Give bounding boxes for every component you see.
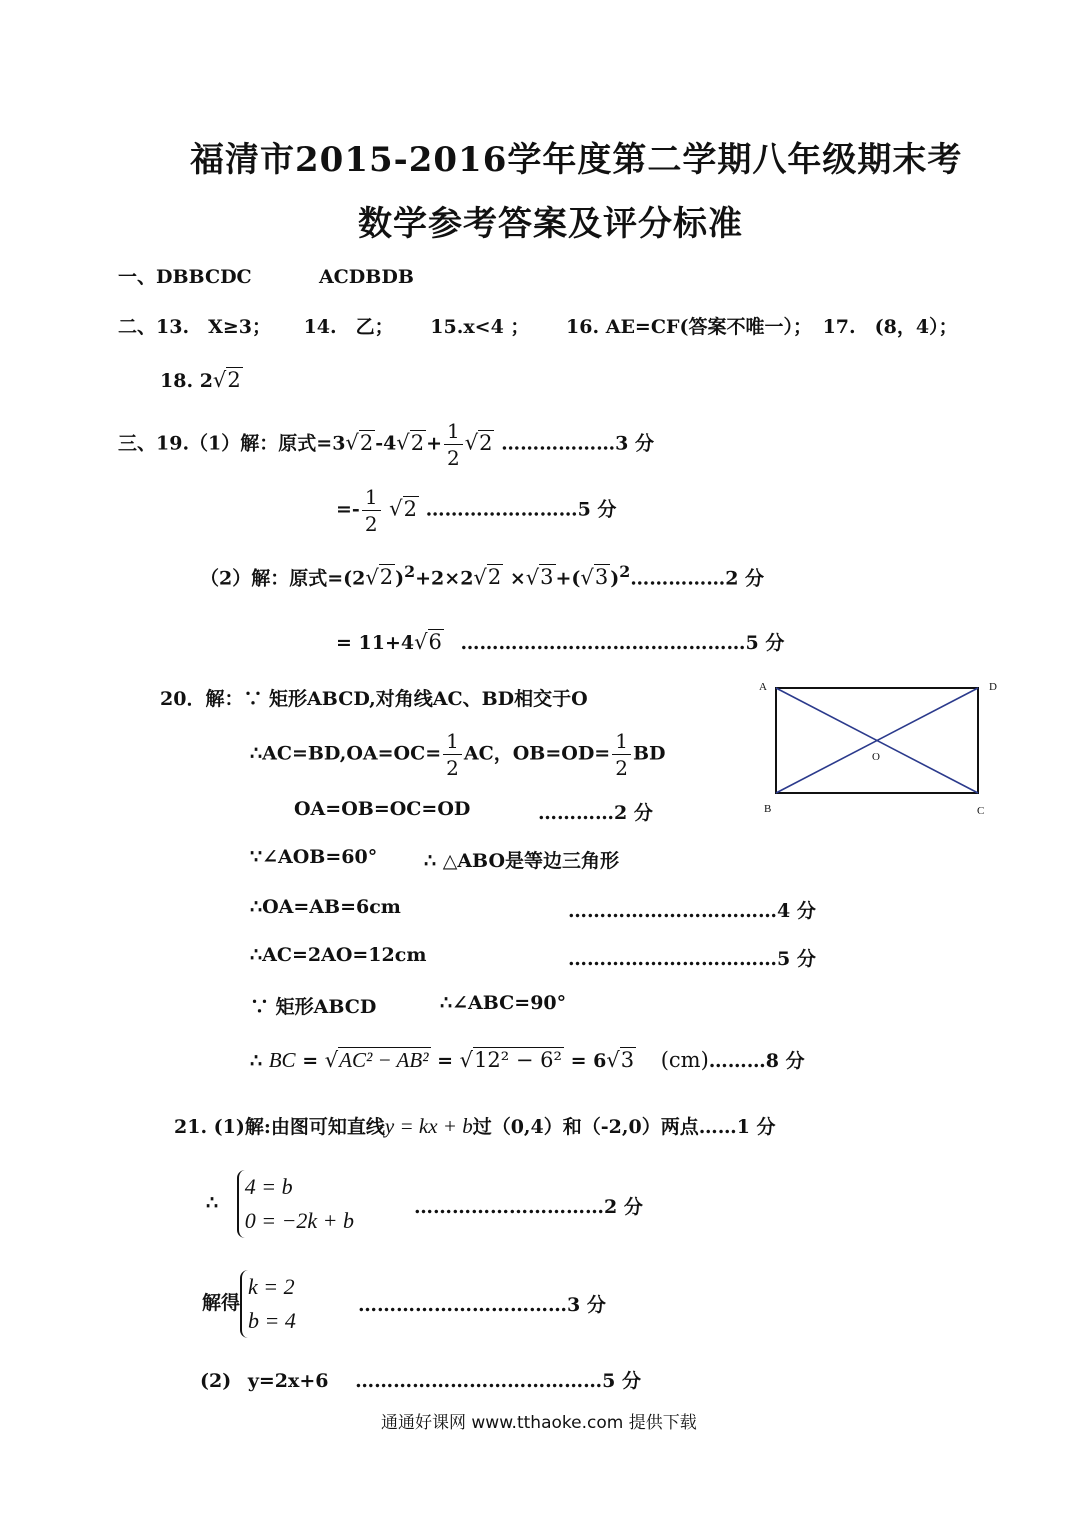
q21-l1-suffix: 过（0,4）和（-2,0）两点……1 分 bbox=[472, 1116, 776, 1138]
score-2: …………………………2 分 bbox=[414, 1196, 643, 1218]
fraction bbox=[443, 728, 462, 781]
paren: ) bbox=[610, 567, 620, 590]
footer-source: 通通好课网 www.tthaoke.com 提供下载 bbox=[381, 1413, 697, 1433]
answer-14: 14. 乙； bbox=[303, 316, 394, 338]
answer-15: 15.x<4 ； bbox=[430, 316, 530, 338]
radicand: 2 bbox=[379, 565, 394, 590]
numerator: 1 bbox=[612, 728, 631, 755]
q19-p2-term: +( bbox=[555, 567, 581, 590]
denominator: 2 bbox=[615, 756, 628, 780]
q19-part1 bbox=[118, 418, 654, 471]
equals: = bbox=[437, 1050, 454, 1072]
q20-line-6: ∴AC=2AO=12cm bbox=[250, 944, 427, 966]
fraction bbox=[612, 728, 631, 781]
label-a: A bbox=[759, 681, 767, 693]
radicand: 6 bbox=[428, 630, 442, 654]
radicand: 2 bbox=[359, 430, 374, 455]
sqrt-sign: √AC² − AB² bbox=[324, 1048, 429, 1072]
sqrt-sign: √3 bbox=[525, 565, 554, 590]
equation: b = 4 bbox=[248, 1308, 296, 1333]
sqrt-sign: √6 bbox=[414, 630, 442, 654]
label-o: O bbox=[872, 751, 880, 763]
equation: 0 = −2k + b bbox=[244, 1208, 355, 1233]
q20-line-4b: ∴ △ABO是等边三角形 bbox=[424, 850, 620, 872]
q19-p2-label: （2）解：原式=(2 bbox=[200, 567, 366, 590]
denominator: 2 bbox=[446, 446, 460, 470]
q21-line-2 bbox=[206, 1170, 354, 1238]
line-equation: y = kx + b bbox=[384, 1114, 473, 1138]
therefore: ∴ bbox=[250, 1050, 263, 1072]
answer-18-radicand: 2 bbox=[227, 368, 241, 392]
q20-line-1: 20．解：∵ 矩形ABCD,对角线AC、BD相交于O bbox=[160, 688, 588, 710]
q20-l2-mid: AC，OB=OD= bbox=[463, 742, 611, 765]
equals: = 6 bbox=[570, 1050, 607, 1072]
score-8: ………8 分 bbox=[708, 1050, 805, 1072]
numerator: 1 bbox=[443, 728, 462, 755]
score-5: ……………………5 分 bbox=[425, 498, 617, 521]
sqrt-sign: √2 bbox=[389, 496, 417, 521]
section1-answers-a: DBBCDC bbox=[156, 266, 252, 288]
equals: = bbox=[302, 1050, 319, 1072]
sqrt-sign: √12² − 6² bbox=[459, 1048, 562, 1072]
q20-line-3: OA=OB=OC=OD bbox=[294, 798, 471, 820]
score-2: ……………2 分 bbox=[630, 567, 765, 590]
radicand: 12² − 6² bbox=[474, 1048, 562, 1072]
score-5: ………………………………………5 分 bbox=[460, 632, 785, 654]
label-d: D bbox=[989, 681, 997, 693]
numerator: 1 bbox=[362, 484, 381, 511]
solve-label: 解得 bbox=[202, 1292, 241, 1314]
equation-system bbox=[240, 1270, 296, 1338]
radicand: AC² − AB² bbox=[339, 1048, 429, 1072]
sqrt-sign: √3 bbox=[606, 1048, 635, 1072]
equation-system bbox=[237, 1170, 354, 1238]
q19-part2-result bbox=[336, 628, 784, 655]
section1 bbox=[118, 262, 414, 289]
answer-16: 16. AE=CF(答案不唯一）； bbox=[566, 316, 812, 338]
sqrt-sign: √3 bbox=[580, 565, 609, 590]
fraction bbox=[444, 418, 463, 471]
fraction bbox=[362, 484, 381, 537]
q19-p2-term: +2×2 bbox=[415, 567, 474, 590]
section2-label: 二、 bbox=[118, 316, 157, 338]
q20-l2-prefix: ∴AC=BD,OA=OC= bbox=[250, 742, 442, 765]
answer-18 bbox=[160, 368, 243, 392]
q19-p2b-prefix: = 11+4 bbox=[336, 632, 415, 654]
numerator: 1 bbox=[444, 418, 463, 445]
paren: ) bbox=[395, 567, 405, 590]
q19-p1b-prefix: =- bbox=[336, 498, 360, 521]
score-3: ……………………………3 分 bbox=[358, 1294, 606, 1316]
q21-line-3 bbox=[202, 1270, 296, 1338]
denominator: 2 bbox=[446, 756, 459, 780]
q19-p1-minus: -4 bbox=[375, 432, 397, 455]
answer-equation: y=2x+6 bbox=[247, 1370, 329, 1392]
q20-line-4a: ∵∠AOB=60° bbox=[250, 846, 378, 868]
denominator: 2 bbox=[364, 512, 378, 536]
times: × bbox=[509, 567, 526, 590]
q20-line-7b: ∴∠ABC=90° bbox=[440, 992, 567, 1014]
q19-part1-result bbox=[336, 484, 616, 537]
radicand: 2 bbox=[479, 430, 493, 455]
label-b: B bbox=[764, 803, 772, 815]
radicand: 3 bbox=[540, 565, 554, 590]
rectangle-figure bbox=[755, 676, 1005, 822]
q20-line-2 bbox=[250, 728, 666, 781]
radicand: 2 bbox=[403, 496, 417, 521]
radicand: 2 bbox=[410, 430, 425, 455]
sqrt-sign: √2 bbox=[345, 430, 374, 455]
answer-13: 13. X≥3； bbox=[156, 316, 271, 338]
q20-l2-suffix: BD bbox=[632, 742, 666, 765]
sqrt-sign: √2 bbox=[464, 430, 493, 455]
q19-p1-plus: + bbox=[426, 432, 442, 455]
equation: k = 2 bbox=[248, 1274, 295, 1299]
radicand: 3 bbox=[594, 565, 609, 590]
section2-row bbox=[118, 312, 958, 339]
bc-symbol: BC bbox=[268, 1048, 296, 1072]
q19-p1-label: 三、19.（1）解：原式=3 bbox=[118, 432, 346, 455]
title-line-2: 数学参考答案及评分标准 bbox=[358, 204, 743, 244]
radicand: 3 bbox=[620, 1048, 635, 1072]
sqrt-sign: √2 bbox=[473, 565, 502, 590]
label-c: C bbox=[977, 805, 985, 817]
score-3: ………………3 分 bbox=[501, 432, 654, 455]
q20-line-5: ∴OA=AB=6cm bbox=[250, 896, 401, 918]
q20-line-8 bbox=[250, 1046, 805, 1073]
equation: 4 = b bbox=[244, 1174, 293, 1199]
q21-line-1 bbox=[174, 1112, 776, 1139]
answer-18-label: 18. bbox=[160, 370, 194, 392]
answer-17: 17. (8，4）； bbox=[822, 316, 958, 338]
answer-18-coef: 2 bbox=[199, 370, 213, 392]
q21-line-4 bbox=[200, 1366, 641, 1393]
sqrt-sign: √2 bbox=[396, 430, 425, 455]
part-2-label: (2) bbox=[200, 1370, 232, 1392]
exponent: 2 bbox=[404, 562, 416, 581]
q19-part2 bbox=[200, 562, 764, 590]
sqrt-sign: √2 bbox=[212, 368, 241, 392]
title-line-1: 福清市2015-2016学年度第二学期八年级期末考 bbox=[190, 140, 963, 180]
score-2: …………2 分 bbox=[538, 802, 653, 824]
sqrt-sign: √2 bbox=[365, 565, 394, 590]
radicand: 2 bbox=[487, 565, 502, 590]
unit-cm: (cm) bbox=[660, 1048, 709, 1072]
therefore: ∴ bbox=[206, 1192, 219, 1214]
score-5: …………………………………5 分 bbox=[355, 1370, 641, 1392]
section1-answers-b: ACDBDB bbox=[318, 266, 414, 288]
q21-l1-prefix: 21. (1)解:由图可知直线 bbox=[174, 1116, 385, 1138]
score-5: ……………………………5 分 bbox=[568, 948, 816, 970]
section1-label: 一、 bbox=[118, 266, 157, 288]
exponent: 2 bbox=[619, 562, 631, 581]
score-4: ……………………………4 分 bbox=[568, 900, 816, 922]
q20-line-7a: ∵ 矩形ABCD bbox=[250, 996, 377, 1018]
